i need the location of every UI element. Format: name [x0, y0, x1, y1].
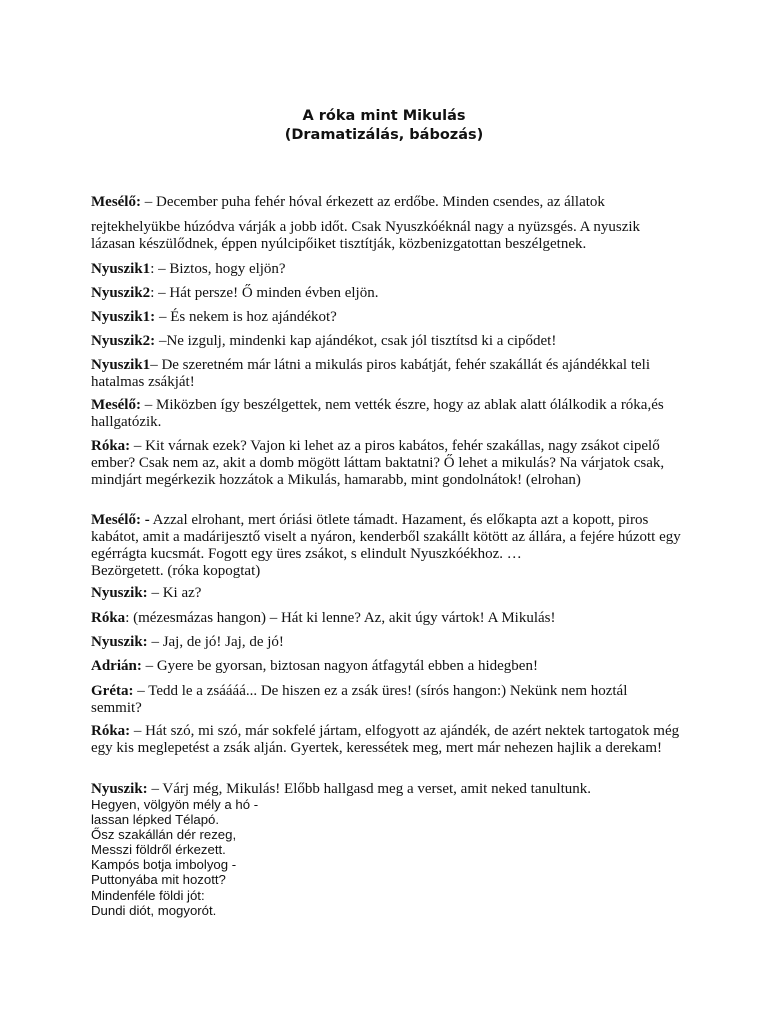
speaker-label: Mesélő:	[91, 397, 141, 413]
paragraph-7	[91, 357, 681, 391]
dialogue-text: : – Hát persze! Ő minden évben eljön.	[150, 285, 379, 301]
speaker-label: Nyuszik:	[91, 585, 148, 601]
dialogue-text: – És nekem is hoz ajándékot?	[155, 309, 337, 325]
speaker-label: Róka:	[91, 438, 131, 454]
speaker-label: Nyuszik2:	[91, 333, 156, 349]
dialogue-text: – Hát szó, mi szó, már sokfelé jártam, elfogyott az ajándék, de azért nektek tartogatok még egy kis meglepetést a zsák alján. Gyertek, keressétek meg, mert már nehezen hajlik a derekam!	[91, 723, 680, 756]
dialogue-text: Azzal elrohant, mert óriási ötlete támadt. Hazament, és előkapta azt a kopott, piros kabátot, amit a madárijesztő viselt a nyáron, kenderből szakállt kötött az állára, a fejére húzott egy egérrágta kucsmát. Fogott egy üres zsákot, s elindult Nyuszkóékhoz. … Bezörgetett. (róka kopogtat)	[91, 512, 681, 579]
paragraph-4	[91, 285, 681, 302]
paragraph-14	[91, 658, 681, 675]
poem-line: lassan lépked Télapó.	[91, 812, 220, 828]
poem	[91, 797, 691, 918]
paragraph-9	[91, 438, 681, 489]
speaker-label: Adrián:	[91, 658, 142, 674]
speaker-label: Nyuszik1	[91, 261, 151, 277]
speaker-label: Nyuszik:	[91, 634, 148, 650]
paragraph-13	[91, 634, 681, 651]
poem-line: Hegyen, völgyön mély a hó -	[91, 797, 259, 812]
paragraph-17	[91, 781, 681, 798]
speaker-label: Mesélő: -	[91, 512, 150, 528]
dialogue-text: – Jaj, de jó! Jaj, de jó!	[147, 634, 284, 650]
speaker-label: Róka:	[91, 723, 131, 739]
paragraph-16	[91, 723, 681, 757]
speaker-label: Róka	[91, 610, 126, 626]
poem-line: Kampós botja imbolyog -	[91, 857, 237, 873]
dialogue-text: rejtekhelyükbe húzódva várják a jobb időt. Csak Nyuszkóéknál nagy a nyüzsgés. A nyuszik lázasan készülődnek, éppen nyúlcipőiket tisztítják, közbenizgatottan beszélgetnek.	[91, 219, 641, 252]
dialogue-text: : (mézesmázas hangon) – Hát ki lenne? Az, akit úgy vártok! A Mikulás!	[125, 610, 556, 626]
dialogue-text: : – Biztos, hogy eljön?	[150, 261, 286, 277]
speaker-label: Nyuszik1	[91, 357, 151, 373]
poem-line: Dundi diót, mogyorót.	[91, 902, 217, 918]
poem-line: Messzi földről érkezett.	[91, 842, 226, 858]
paragraph-6	[91, 333, 681, 350]
speaker-label: Gréta:	[91, 683, 134, 699]
poem-line: Mindenféle földi jót:	[91, 887, 205, 903]
speaker-label: Nyuszik1:	[91, 309, 156, 325]
paragraph-1	[91, 194, 681, 211]
dialogue-text: – Gyere be gyorsan, biztosan nagyon átfagytál ebben a hidegben!	[141, 658, 538, 674]
dialogue-text: –Ne izgulj, mindenki kap ajándékot, csak jól tisztítsd ki a cipődet!	[155, 333, 557, 349]
page-subtitle: (Dramatizálás, bábozás)	[284, 127, 484, 143]
speaker-label: Nyuszik:	[91, 781, 148, 797]
dialogue-text: – December puha fehér hóval érkezett az erdőbe. Minden csendes, az állatok	[140, 194, 605, 210]
page-title: A róka mint Mikulás	[302, 108, 466, 124]
dialogue-text: – Ki az?	[147, 585, 202, 601]
paragraph-12	[91, 610, 681, 627]
paragraph-15	[91, 683, 681, 717]
speaker-label: Nyuszik2	[91, 285, 151, 301]
paragraph-8	[91, 397, 681, 431]
paragraph-5	[91, 309, 681, 326]
poem-line: Ősz szakállán dér rezeg,	[91, 827, 237, 843]
speaker-label: Mesélő:	[91, 194, 141, 210]
poem-line: Puttonyába mit hozott?	[91, 872, 226, 888]
dialogue-text: – Miközben így beszélgettek, nem vették észre, hogy az ablak alatt ólálkodik a róka,és hallgatózik.	[91, 397, 664, 430]
paragraph-3	[91, 261, 681, 278]
paragraph-10	[91, 512, 681, 580]
dialogue-text: – Várj még, Mikulás! Előbb hallgasd meg a verset, amit neked tanultunk.	[147, 781, 592, 797]
dialogue-text: – De szeretném már látni a mikulás piros kabátját, fehér szakállát és ajándékkal teli hatalmas zsákját!	[91, 357, 650, 390]
paragraph-11	[91, 585, 681, 602]
dialogue-text: – Kit várnak ezek? Vajon ki lehet az a piros kabátos, fehér szakállas, nagy zsákot cipelő ember? Csak nem az, akit a domb mögött láttam baktatni? Ő lehet a mikulás? Na várjatok csak, mindjárt megérkezik hozzátok a Mikulás, hamarabb, mint gondolnátok! (elrohan)	[91, 438, 665, 488]
paragraph-2	[91, 219, 681, 253]
dialogue-text: – Tedd le a zsáááá... De hiszen ez a zsák üres! (sírós hangon:) Nekünk nem hoztál semmit?	[91, 683, 628, 716]
